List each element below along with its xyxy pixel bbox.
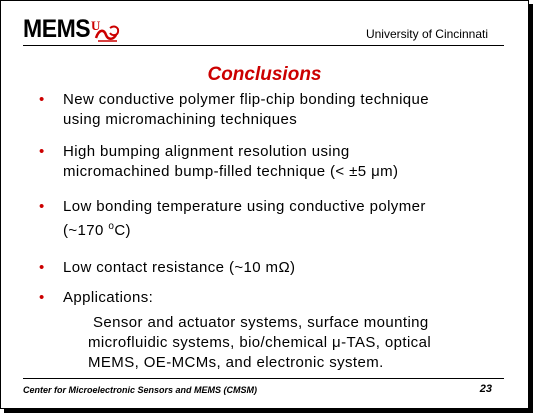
bullet-text: Applications:: [63, 289, 154, 306]
list-item: [39, 258, 509, 278]
footer-center-name: Center for Microelectronic Sensors and MEMS (CMSM): [23, 385, 258, 395]
bullet-line: New conductive polymer flip-chip bonding technique: [63, 91, 430, 108]
bullet-text: [63, 142, 398, 182]
bullet-line: (~170: [63, 222, 109, 239]
conclusions-list: [39, 90, 509, 308]
mems-logo: [23, 15, 122, 43]
slide-title: Conclusions: [207, 64, 322, 85]
logo-text: MEMS: [23, 15, 91, 43]
bullet-icon: •: [39, 143, 45, 160]
sub-text: [88, 313, 528, 373]
degree-superscript: o: [108, 221, 115, 232]
bullet-line: High bumping alignment resolution using: [63, 143, 350, 160]
bullet-text: Low contact resistance (~10 mΩ): [63, 259, 296, 276]
footer-divider: [23, 378, 504, 379]
bullet-line: using micromachining techniques: [63, 111, 298, 128]
applications-details: [39, 308, 528, 373]
bullet-icon: •: [39, 91, 45, 108]
bullet-text: [63, 195, 426, 245]
list-item: [39, 142, 509, 182]
list-item: [39, 288, 509, 308]
list-item: [39, 195, 509, 245]
uc-logo-icon: [90, 18, 122, 44]
bullet-line: Low bonding temperature using conductive polymer: [63, 198, 426, 215]
bullet-icon: •: [39, 259, 45, 276]
list-item: [39, 90, 509, 130]
sub-line: Sensor and actuator systems, surface mounting: [93, 314, 429, 331]
header-divider: [23, 45, 504, 46]
bullet-line-suffix: C): [114, 222, 131, 239]
sub-line: MEMS, OE-MCMs, and electronic system.: [88, 354, 384, 371]
unit-text: μm): [371, 163, 399, 180]
bullet-line: micromachined bump-filled technique (< ±5: [63, 163, 372, 180]
bullet-icon: •: [39, 198, 45, 215]
bullet-text: [63, 90, 429, 130]
bullet-icon: •: [39, 289, 45, 306]
sub-line: microfluidic systems, bio/chemical μ-TAS, optical: [88, 334, 432, 351]
svg-text:U: U: [91, 18, 101, 33]
page-number: 23: [479, 383, 492, 395]
university-name: University of Cincinnati: [365, 27, 488, 41]
